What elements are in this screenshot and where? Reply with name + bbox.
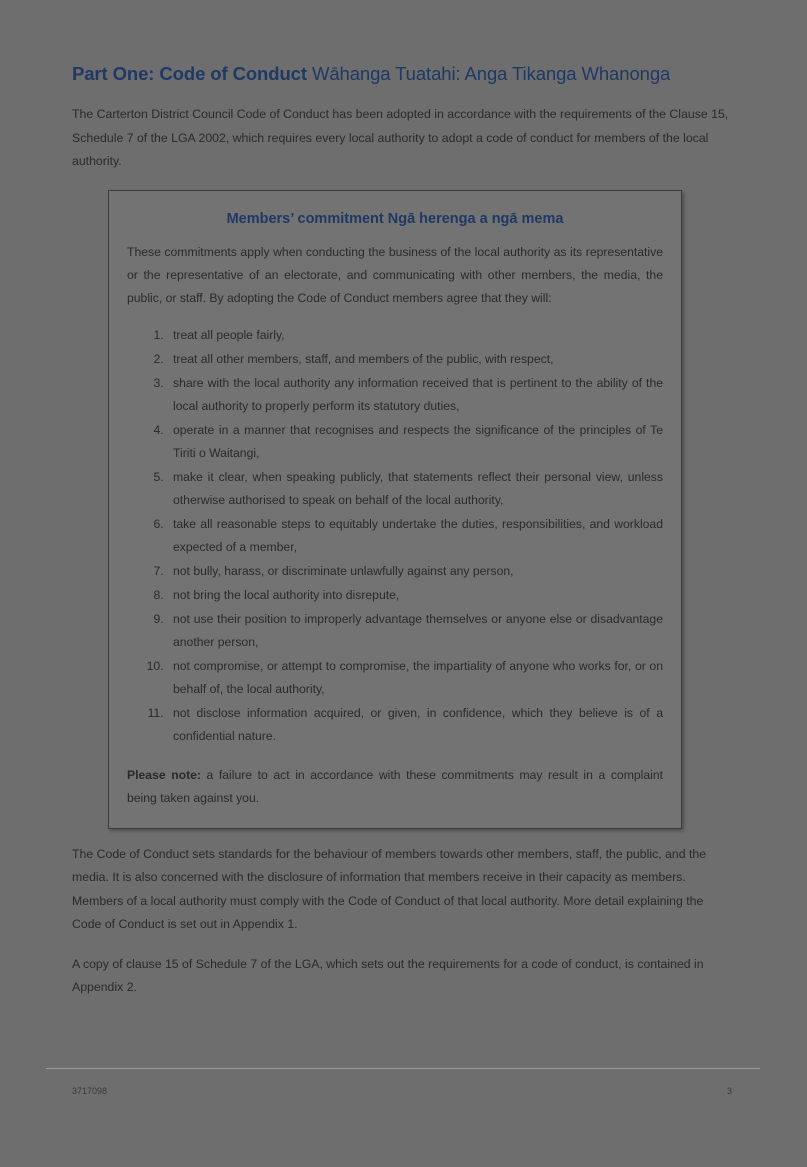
list-item: 3. share with the local authority any information received that is pertinent to the ability of the local authority to properly perform its statutory duties, <box>167 372 663 418</box>
paragraph-three: A copy of clause 15 of Schedule 7 of the LGA, which sets out the requirements for a code of conduct, is contained in Appendix 2. <box>72 956 704 994</box>
list-item: 4. operate in a manner that recognises and respects the significance of the principles of Te Tiriti o Waitangi, <box>167 419 663 465</box>
page-title-english: Part One: Code of Conduct <box>72 63 312 84</box>
members-commitment-box <box>108 190 682 829</box>
box-note-text: a failure to act in accordance with these commitments may result in a complaint being taken against you. <box>127 767 663 805</box>
list-item: 6. take all reasonable steps to equitably undertake the duties, responsibilities, and workload expected of a member, <box>167 513 663 559</box>
list-item: 11. not disclose information acquired, or given, in confidence, which they believe is of a confidential nature. <box>167 702 663 748</box>
intro-paragraph: The Carterton District Council Code of Conduct has been adopted in accordance with the requirements of the Clause 15, Schedule 7 of the LGA 2002, which requires every local authority to adopt a code of conduct for members of the local authority. <box>72 107 729 168</box>
list-item: 7. not bully, harass, or discriminate unlawfully against any person, <box>167 560 663 583</box>
list-item: 9. not use their position to improperly advantage themselves or anyone else or disadvantage another person, <box>167 608 663 654</box>
list-item: 1. treat all people fairly, <box>167 324 663 347</box>
box-note <box>127 764 663 810</box>
page-title-maori: Wāhanga Tuatahi: Anga Tikanga Whanonga <box>311 63 671 84</box>
list-item: 8. not bring the local authority into disrepute, <box>167 584 663 607</box>
box-note-label: Please note: <box>127 767 201 782</box>
page-footer <box>72 1086 732 1096</box>
page-content <box>72 60 732 1014</box>
list-item: 2. treat all other members, staff, and members of the public, with respect, <box>167 348 663 371</box>
list-item: 5. make it clear, when speaking publicly, that statements reflect their personal view, unless otherwise authorised to speak on behalf of the local authority, <box>167 466 663 512</box>
commitments-list <box>133 324 663 748</box>
paragraph-two: The Code of Conduct sets standards for the behaviour of members towards other members, staff, the public, and the media. It is also concerned with the disclosure of information that members receive in their capacity as members. Members of a local authority must comply with the Code of Conduct of that local authority. More detail explaining the Code of Conduct is set out in Appendix 1. <box>72 846 707 931</box>
box-title-maori: Ngā herenga a ngā mema <box>387 210 564 227</box>
footer-divider <box>46 1068 760 1069</box>
footer-document-id: 3717098 <box>72 1086 108 1096</box>
footer-page-number: 3 <box>726 1086 732 1096</box>
box-title-english: Members’ commitment <box>226 210 388 227</box>
list-item: 10. not compromise, or attempt to compromise, the impartiality of anyone who works for, or on behalf of, the local authority, <box>167 655 663 701</box>
box-intro-paragraph: These commitments apply when conducting the business of the local authority as its representative or the representative of an electorate, and communicating with other members, the media, the public, or staff. By adopting the Code of Conduct members agree that they will: <box>127 244 663 305</box>
page-title <box>72 60 732 87</box>
box-title <box>127 211 663 227</box>
